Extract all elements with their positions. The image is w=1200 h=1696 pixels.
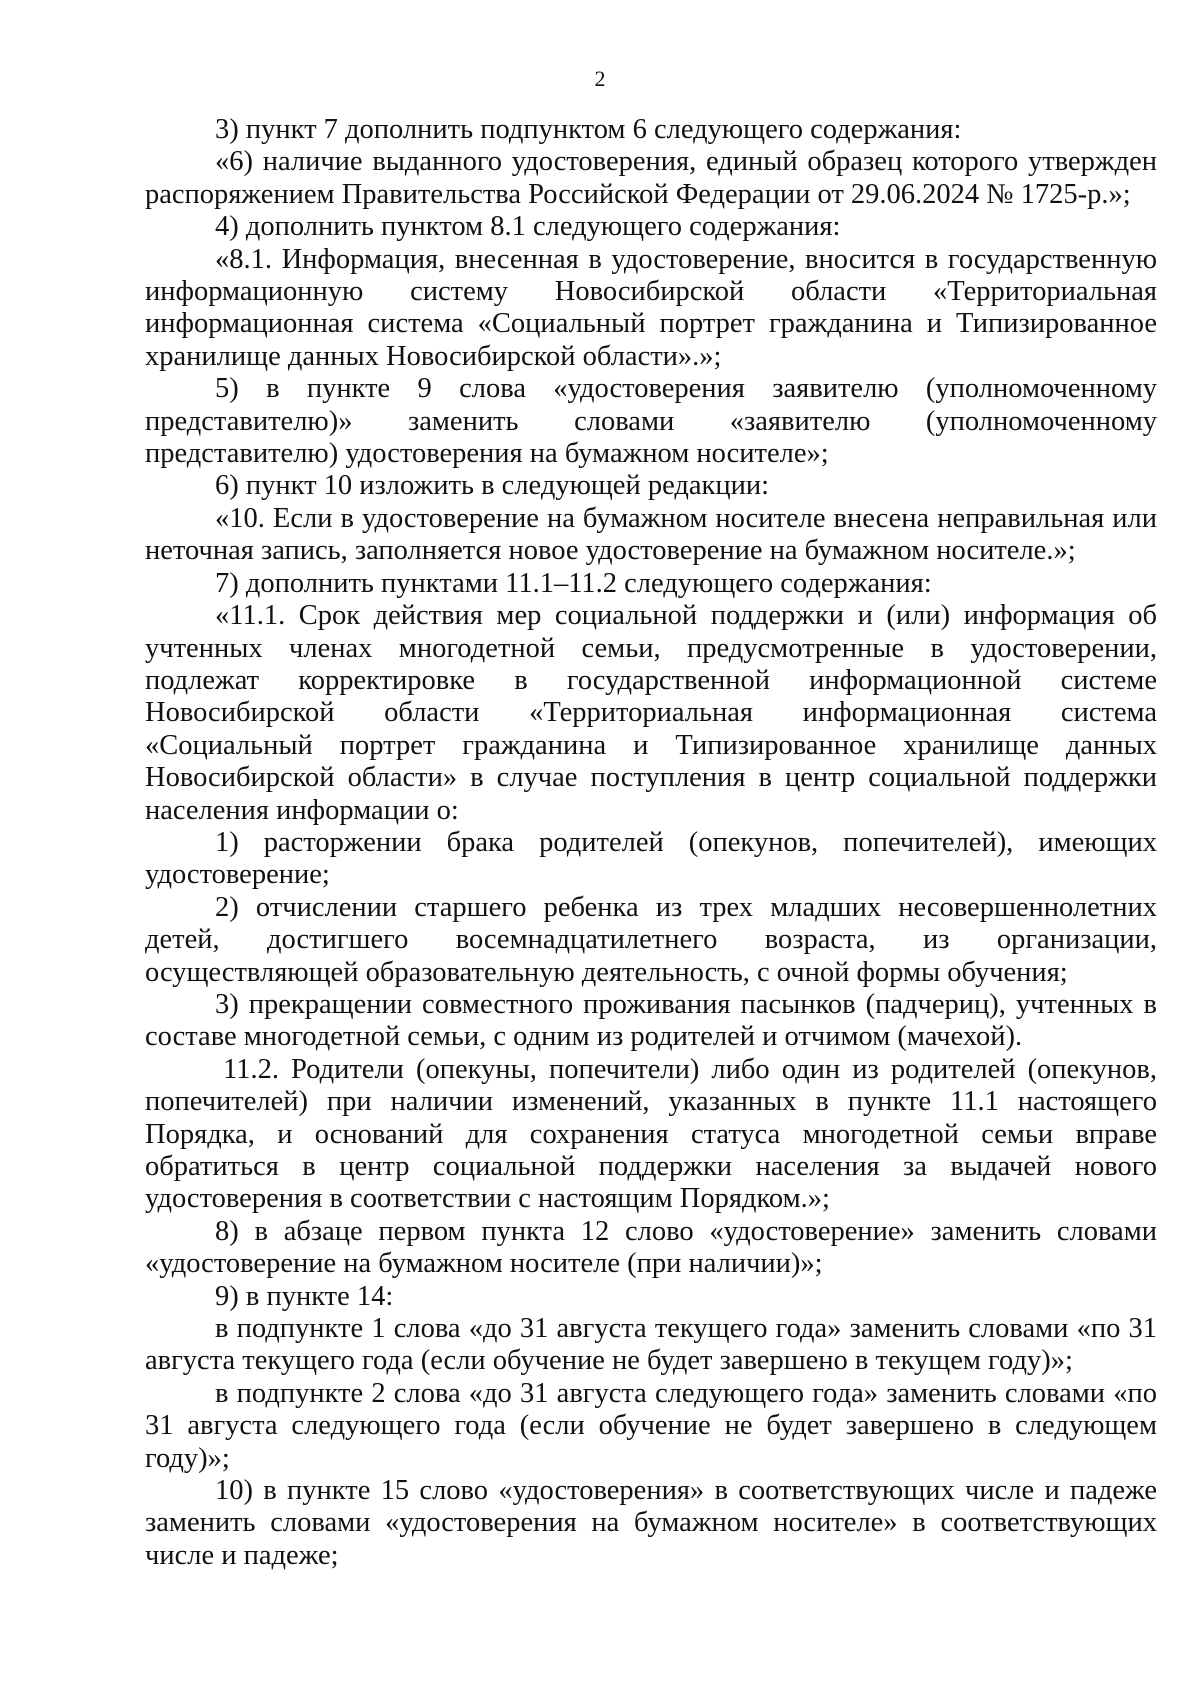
paragraph-item-5: 5) в пункте 9 слова «удостоверения заявителю (уполномоченному представителю)» заменить словами «заявителю (уполномоченному представителю) удостоверения на бумажном носителе»;: [145, 373, 1157, 470]
document-body: [145, 114, 1157, 1572]
paragraph-quote-10: «10. Если в удостоверение на бумажном носителе внесена неправильная или неточная запись, заполняется новое удостоверение на бумажном носителе.»;: [145, 502, 1157, 567]
paragraph-item-6: 6) пункт 10 изложить в следующей редакции:: [215, 470, 770, 502]
paragraph-subitem-3: 3) прекращении совместного проживания пасынков (падчериц), учтенных в составе многодетной семьи, с одним из родителей и отчимом (мачехой).: [145, 988, 1157, 1053]
paragraph-quote-11-1: «11.1. Срок действия мер социальной поддержки и (или) информация об учтенных членах многодетной семьи, предусмотренные в удостоверении, подлежат корректировке в государственной информационной системе Новосибирской области «Территориальная информационная система «Социальный портрет гражданина и Типизированное хранилище данных Новосибирской области» в случае поступления в центр социальной поддержки населения информации о:: [145, 600, 1157, 826]
paragraph-subclause-1: в подпункте 1 слова «до 31 августа текущего года» заменить словами «по 31 августа текущего года (если обучение не будет завершено в текущем году)»;: [145, 1313, 1157, 1377]
paragraph-item-8: 8) в абзаце первом пункта 12 слово «удостоверение» заменить словами «удостоверение на бумажном носителе (при наличии)»;: [145, 1215, 1157, 1280]
paragraph-quote-8-1: «8.1. Информация, внесенная в удостоверение, вносится в государственную информационную систему Новосибирской области «Территориальная информационная система «Социальный портрет гражданина и Типизированное хранилище данных Новосибирской области».»;: [145, 243, 1157, 372]
paragraph-quote-6: «6) наличие выданного удостоверения, единый образец которого утвержден распоряжением Правительства Российской Федерации от 29.06.2024 № 1725-р.»;: [145, 146, 1157, 210]
paragraph-item-9: 9) в пункте 14:: [215, 1280, 394, 1312]
paragraph-item-3: 3) пункт 7 дополнить подпунктом 6 следующего содержания:: [215, 114, 962, 145]
page-number: 2: [594, 66, 606, 91]
paragraph-clause-11-2: 11.2. Родители (опекуны, попечители) либо один из родителей (опекунов, попечителей) при наличии изменений, указанных в пункте 11.1 настоящего Порядка, и оснований для сохранения статуса многодетной семьи вправе обратиться в центр социальной поддержки населения за выдачей нового удостоверения в соответствии с настоящим Порядком.»;: [145, 1053, 1157, 1215]
paragraph-subclause-2: в подпункте 2 слова «до 31 августа следующего года» заменить словами «по 31 августа следующего года (если обучение не будет завершено в следующем году)»;: [145, 1377, 1157, 1474]
paragraph-item-4: 4) дополнить пунктом 8.1 следующего содержания:: [215, 211, 841, 243]
paragraph-subitem-2: 2) отчислении старшего ребенка из трех младших несовершеннолетних детей, достигшего восемнадцатилетнего возраста, из организации, осуществляющей образовательную деятельность, с очной формы обучения;: [145, 891, 1157, 988]
paragraph-item-7: 7) дополнить пунктами 11.1–11.2 следующего содержания:: [215, 567, 932, 599]
paragraph-subitem-1: 1) расторжении брака родителей (опекунов, попечителей), имеющих удостоверение;: [145, 826, 1157, 891]
paragraph-item-10: 10) в пункте 15 слово «удостоверения» в соответствующих числе и падеже заменить словами «удостоверения на бумажном носителе» в соответствующих числе и падеже;: [145, 1475, 1157, 1571]
